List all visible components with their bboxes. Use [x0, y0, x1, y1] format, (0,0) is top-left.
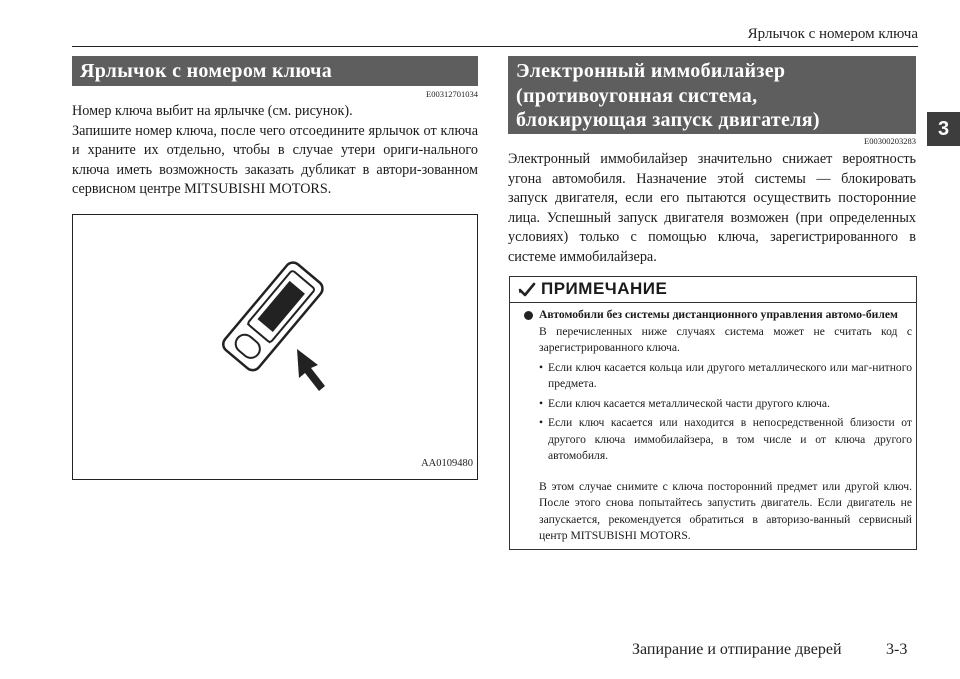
immobilizer-body	[508, 150, 916, 267]
key-tag-body	[72, 102, 478, 200]
key-tag-paragraph-1: Номер ключа выбит на ярлычке (см. рисунок).	[72, 103, 353, 119]
checkmark-note-icon	[518, 281, 536, 299]
note-item-1-text: Если ключ касается кольца или другого металлического или маг-нитного предмета.	[548, 360, 912, 390]
note-bullet-title-text: Автомобили без системы дистанционного управления автомо-билем	[539, 308, 898, 321]
key-tag-figure	[72, 214, 478, 480]
immobilizer-title-line-3: блокирующая запуск двигателя)	[516, 109, 820, 131]
immobilizer-title-line-1: Электронный иммобилайзер	[516, 60, 786, 82]
note-box	[509, 276, 917, 550]
note-item-mark: •	[539, 416, 544, 429]
note-content	[522, 307, 912, 545]
note-item-1	[522, 360, 912, 393]
key-tag-paragraph-2: Запишите номер ключа, после чего отсоедините ярлычок от ключа и храните их отдельно, чтобы в случае утери ориги-нального ключа иметь возможность заказать дубликат в автори-зованном сервисном центре MITSUBISHI MOTORS.	[72, 122, 478, 197]
immobilizer-paragraph: Электронный иммобилайзер значительно снижает вероятность угона автомобиля. Назначение этой системы — блокировать запуск двигателя, если его пытаются осуществить посторонние лица. Успешный запуск двигателя возможен (при определенных условиях) только с помощью ключа, зарегистрированного в системе иммобилайзера.	[508, 151, 916, 265]
note-item-3	[522, 415, 912, 465]
note-item-mark: •	[539, 360, 544, 374]
figure-code: AA0109480	[421, 458, 473, 469]
note-title: ПРИМЕЧАНИЕ	[541, 279, 668, 298]
note-item-3-text: Если ключ касается или находится в непосредственной близости от другого ключа иммобилайзера, в том числе и от ключа другого автомобиля.	[548, 416, 912, 462]
note-item-mark: •	[539, 396, 544, 410]
section-title-key-tag: Ярлычок с номером ключа	[72, 56, 478, 86]
note-header	[510, 277, 916, 303]
footer-chapter-title: Запирание и отпирание дверей	[632, 641, 842, 658]
note-bullet-title	[522, 307, 912, 324]
note-intro: В перечисленных ниже случаях система может не считать код с зарегистрированного ключа.	[539, 324, 912, 354]
key-tag-illustration	[73, 215, 477, 479]
section-title-immobilizer	[508, 56, 916, 134]
note-closing: В этом случае снимите с ключа посторонний предмет или другой ключ. После этого снова попытайтесь запустить двигатель. Если двигатель не запускается, рекомендуется обратиться в авторизо-ванный сервисный центр MITSUBISHI MOTORS.	[539, 479, 912, 542]
running-header-title: Ярлычок с номером ключа	[747, 26, 918, 42]
note-item-2-text: Если ключ касается металлической части другого ключа.	[548, 396, 830, 410]
bullet-dot	[524, 311, 533, 320]
immobilizer-title-line-2: (противоугонная система,	[516, 84, 758, 107]
note-item-2	[522, 396, 912, 413]
section-code-left: E00312701034	[426, 89, 478, 99]
header-rule	[72, 46, 918, 47]
chapter-tab: 3	[927, 112, 960, 146]
page-number: 3-3	[886, 641, 908, 658]
section-code-right: E00300203283	[864, 136, 916, 146]
